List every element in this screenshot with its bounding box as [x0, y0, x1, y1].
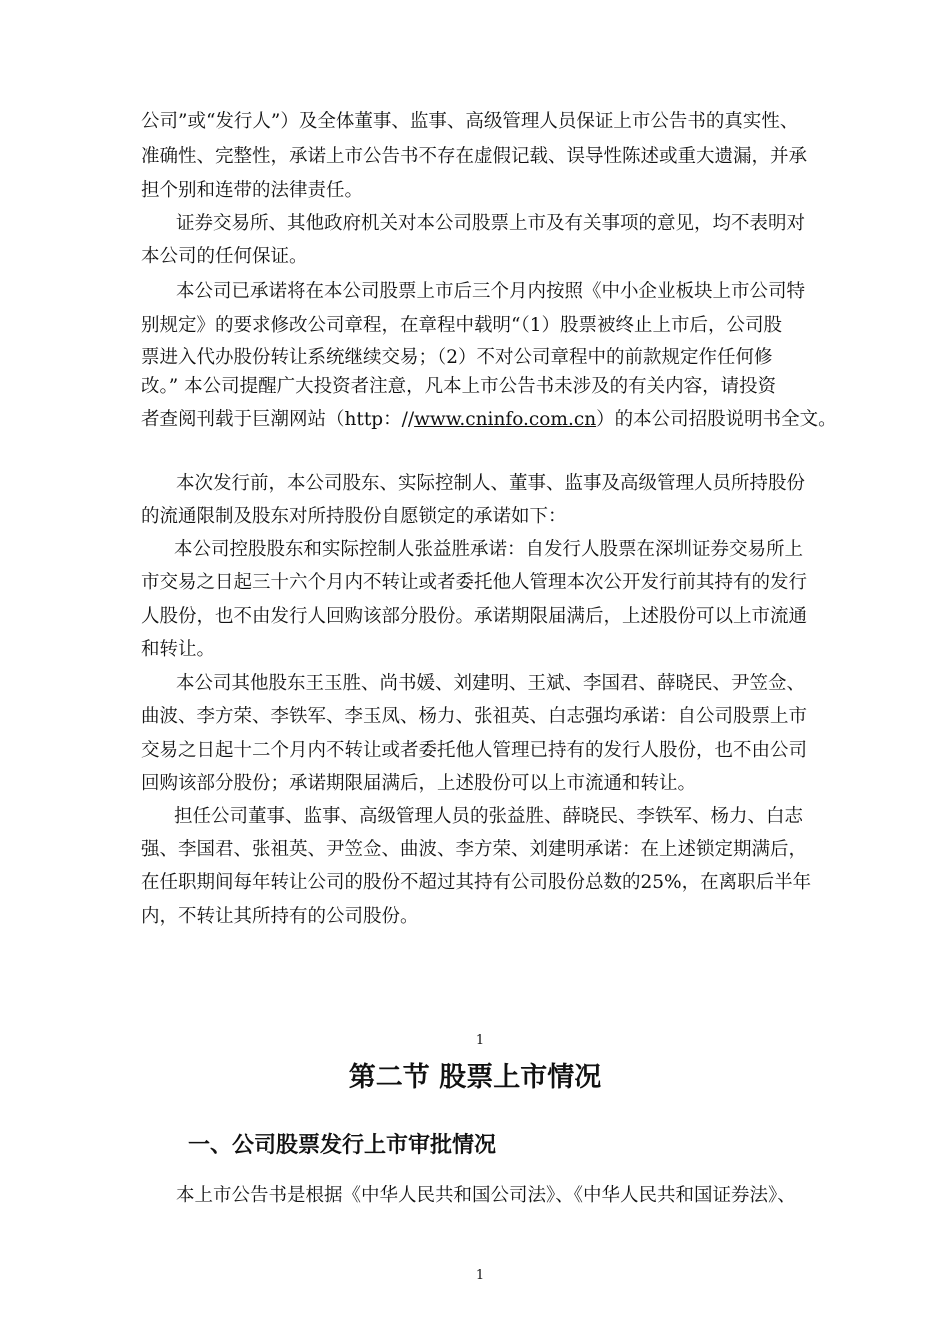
text-fragment: 者查阅刊载于巨潮网站（http：//	[141, 409, 415, 430]
cninfo-link[interactable]: www.cninfo.com.cn	[414, 409, 597, 430]
text-line: 内，不转让其所持有的公司股份。	[141, 906, 419, 927]
text-line	[141, 408, 837, 432]
text-line: 公司”或“发行人”）及全体董事、监事、高级管理人员保证上市公告书的真实性、	[141, 111, 799, 132]
text-line: 曲波、李方荣、李铁军、李玉凤、杨力、张祖英、白志强均承诺：自公司股票上市	[141, 706, 808, 727]
section-title: 第二节 股票上市情况	[348, 1062, 602, 1093]
text-line: 本上市公告书是根据《中华人民共和国公司法》、《中华人民共和国证券法》、	[176, 1185, 796, 1206]
text-line: 的流通限制及股东对所持股份自愿锁定的承诺如下：	[141, 506, 567, 527]
text-line: 票进入代办股份转让系统继续交易；（2）不对公司章程中的前款规定作任何修	[141, 347, 773, 368]
text-line: 准确性、完整性，承诺上市公告书不存在虚假记载、误导性陈述或重大遗漏，并承	[141, 146, 808, 167]
text-line: 和转让。	[141, 639, 216, 660]
text-line: 本公司已承诺将在本公司股票上市后三个月内按照《中小企业板块上市公司特	[176, 281, 806, 302]
text-line: 人股份，也不由发行人回购该部分股份。承诺期限届满后，上述股份可以上市流通	[141, 606, 808, 627]
text-line: 担个别和连带的法律责任。	[141, 180, 364, 201]
text-line: 强、李国君、张祖英、尹笠佥、曲波、李方荣、刘建明承诺：在上述锁定期满后，	[141, 839, 808, 860]
page-number: 1	[475, 1268, 485, 1283]
text-fragment: ）的本公司招股说明书全文。	[596, 409, 837, 430]
text-line: 别规定》的要求修改公司章程，在章程中载明“（1）股票被终止上市后，公司股	[141, 315, 782, 336]
text-line: 担任公司董事、监事、高级管理人员的张益胜、薛晓民、李铁军、杨力、白志	[174, 806, 804, 827]
text-line: 改。” 本公司提醒广大投资者注意，凡本上市公告书未涉及的有关内容，请投资	[141, 376, 777, 397]
text-line: 本公司的任何保证。	[141, 246, 308, 267]
subsection-title: 一、公司股票发行上市审批情况	[188, 1133, 497, 1158]
text-line: 在任职期间每年转让公司的股份不超过其持有公司股份总数的25%，在离职后半年	[141, 872, 812, 893]
text-line: 市交易之日起三十六个月内不转让或者委托他人管理本次公开发行前其持有的发行	[141, 572, 808, 593]
text-line: 交易之日起十二个月内不转让或者委托他人管理已持有的发行人股份，也不由公司	[141, 740, 808, 761]
text-line: 证券交易所、其他政府机关对本公司股票上市及有关事项的意见，均不表明对	[176, 213, 806, 234]
text-line: 本公司其他股东王玉胜、尚书媛、刘建明、王斌、李国君、薛晓民、尹笠佥、	[176, 673, 806, 694]
text-line: 本次发行前，本公司股东、实际控制人、董事、监事及高级管理人员所持股份	[176, 473, 806, 494]
text-line: 本公司控股股东和实际控制人张益胜承诺：自发行人股票在深圳证券交易所上	[174, 539, 804, 560]
inner-page-number: 1	[475, 1033, 485, 1048]
text-line: 回购该部分股份；承诺期限届满后，上述股份可以上市流通和转让。	[141, 773, 697, 794]
